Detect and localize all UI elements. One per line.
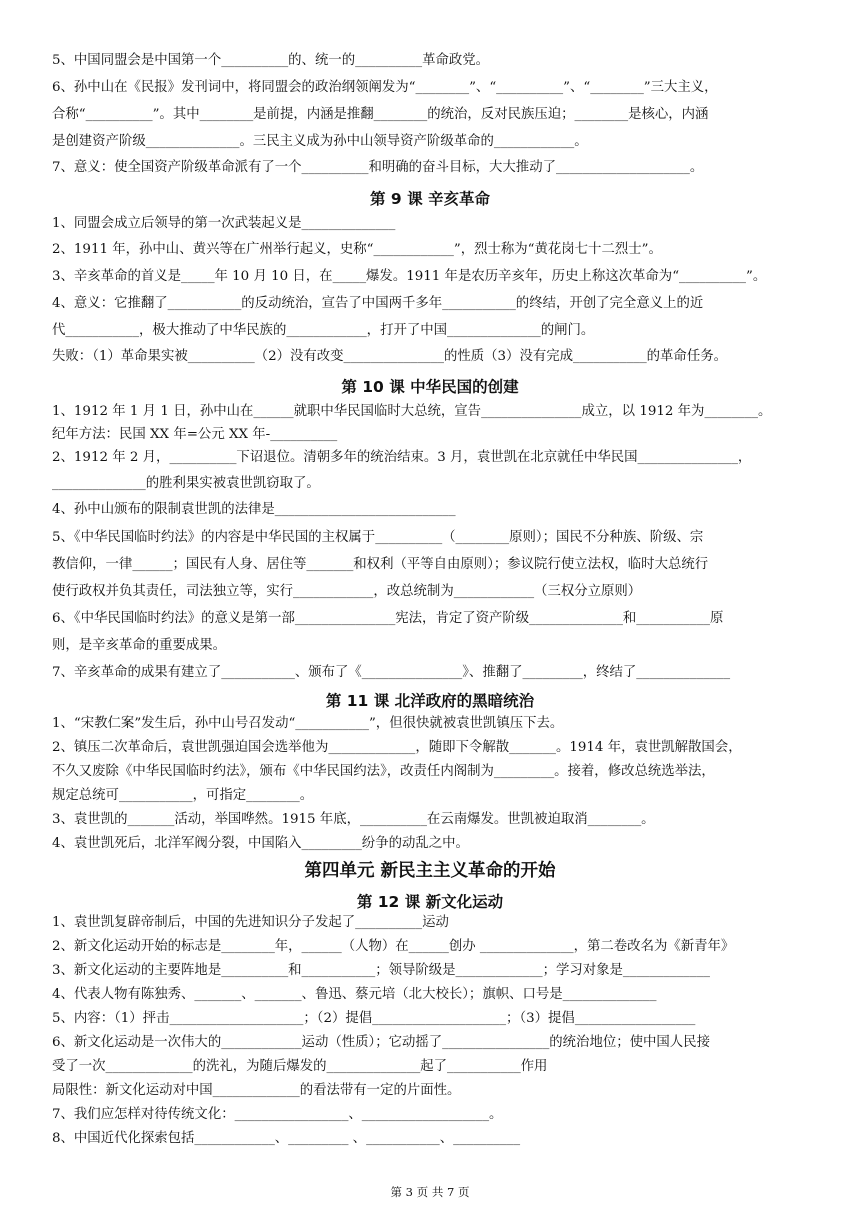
text-line: 3、辛亥革命的首义是_____年 10 月 10 日，在_____爆发。1911 年是农历辛亥年，历史上称这次革命为“__________”。 (52, 269, 767, 284)
text-line: 1、“宋教仁案”发生后，孙中山号召发动“___________”，但很快就被袁世凯镇压下去。 (52, 716, 564, 731)
text-line: 使行政权并负其责任，司法独立等，实行____________，改总统制为____________（三权分立原则） (52, 584, 642, 599)
lesson-heading: 第 12 课 新文化运动 (356, 893, 504, 911)
text-line: 5、内容：（1）抨击____________________；（2）提倡____________________；（3）提倡__________________ (52, 1011, 696, 1026)
unit-heading: 第四单元 新民主主义革命的开始 (304, 861, 556, 881)
text-line: 3、袁世凯的_______活动，举国哗然。1915 年底，__________在云南爆发。世凯被迫取消________。 (52, 812, 655, 827)
text-line: 2、镇压二次革命后，袁世凯强迫国会选举他为_____________，随即下令解散_______。1914 年，袁世凯解散国会， (52, 740, 742, 755)
text-line: 2、1912 年 2 月，__________下诏退位。清朝多年的统治结束。3 月，袁世凯在北京就任中华民国_______________， (52, 450, 752, 465)
text-line: 7、辛亥革命的成果有建立了___________、颁布了《_______________》、推翻了_________，终结了______________ (52, 665, 731, 680)
lesson-heading: 第 10 课 中华民国的创建 (341, 378, 519, 396)
text-line: 合称“__________”。其中________是前提，内涵是推翻________的统治，反对民族压迫；________是核心，内涵 (52, 107, 709, 122)
text-line: 3、新文化运动的主要阵地是__________和___________；领导阶级是_____________；学习对象是_____________ (52, 963, 710, 978)
text-line: 局限性：新文化运动对中国_____________的看法带有一定的片面性。 (52, 1083, 461, 1098)
text-line: 规定总统可___________，可指定________。 (52, 788, 314, 803)
text-line: 是创建资产阶级______________。三民主义成为孙中山领导资产阶级革命的____________。 (52, 134, 588, 149)
text-line: 1、同盟会成立后领导的第一次武装起义是______________ (52, 216, 396, 231)
text-line: 1、袁世凯复辟帝制后，中国的先进知识分子发起了__________运动 (52, 915, 449, 930)
text-line: 纪年方法：民国 XX 年=公元 XX 年-__________ (52, 427, 338, 442)
text-line: 不久又废除《中华民国临时约法》，颁布《中华民国约法》，改责任内阁制为_________。接着，修改总统选举法， (52, 764, 715, 779)
text-line: 5、中国同盟会是中国第一个__________的、统一的__________革命政党。 (52, 53, 490, 68)
text-line: 2、新文化运动开始的标志是________年，______（人物）在______创办 ______________，第二卷改名为《新青年》 (52, 939, 735, 954)
page-footer: 第 3 页 共 7 页 (390, 1185, 470, 1199)
text-line: 8、中国近代化探索包括____________、_________ 、___________、__________ (52, 1131, 521, 1146)
text-line: 5、《中华民国临时约法》的内容是中华民国的主权属于__________（________原则）；国民不分种族、阶级、宗 (52, 530, 704, 545)
text-line: 1、1912 年 1 月 1 日，孙中山在______就职中华民国临时大总统，宣告_______________成立，以 1912 年为________。 (52, 404, 772, 419)
text-line: 4、孙中山颁布的限制袁世凯的法律是___________________________ (52, 502, 456, 517)
text-line: 教信仰，一律______；国民有人身、居住等_______和权利（平等自由原则）；参议院行使立法权，临时大总统行 (52, 557, 709, 572)
text-line: 6、《中华民国临时约法》的意义是第一部_______________宪法，肯定了资产阶级______________和___________原 (52, 611, 724, 626)
text-line: 4、袁世凯死后，北洋军阀分裂，中国陷入_________纷争的动乱之中。 (52, 836, 469, 851)
text-line: 代___________，极大推动了中华民族的____________，打开了中国______________的闸门。 (52, 323, 595, 338)
text-line: 4、代表人物有陈独秀、_______、_______、鲁迅、蔡元培（北大校长）；旗帜、口号是______________ (52, 987, 657, 1002)
lesson-heading: 第 9 课 辛亥革命 (370, 190, 490, 208)
text-line: 受了一次_____________的洗礼，为随后爆发的______________起了___________作用 (52, 1059, 548, 1074)
text-line: 7、意义：使全国资产阶级革命派有了一个__________和明确的奋斗目标，大大推动了____________________。 (52, 160, 704, 175)
text-line: 6、孙中山在《民报》发刊词中，将同盟会的政治纲领阐发为“________”、“__________”、“________”三大主义， (52, 80, 718, 95)
lesson-heading: 第 11 课 北洋政府的黑暗统治 (325, 692, 535, 710)
text-line: 7、我们应怎样对待传统文化：_________________、___________________。 (52, 1107, 503, 1122)
text-line: 失败：（1）革命果实被__________（2）没有改变_______________的性质（3）没有完成___________的革命任务。 (52, 349, 727, 364)
text-line: 4、意义：它推翻了___________的反动统治，宣告了中国两千多年___________的终结，开创了完全意义上的近 (52, 296, 704, 311)
text-line: 2、1911 年，孙中山、黄兴等在广州举行起义，史称“____________”，烈士称为“黄花岗七十二烈士”。 (52, 242, 662, 257)
text-line: ______________的胜利果实被袁世凯窃取了。 (52, 476, 320, 491)
text-line: 则，是辛亥革命的重要成果。 (52, 638, 227, 653)
text-line: 6、新文化运动是一次伟大的____________运动（性质）；它动摇了________________的统治地位；使中国人民接 (52, 1035, 710, 1050)
